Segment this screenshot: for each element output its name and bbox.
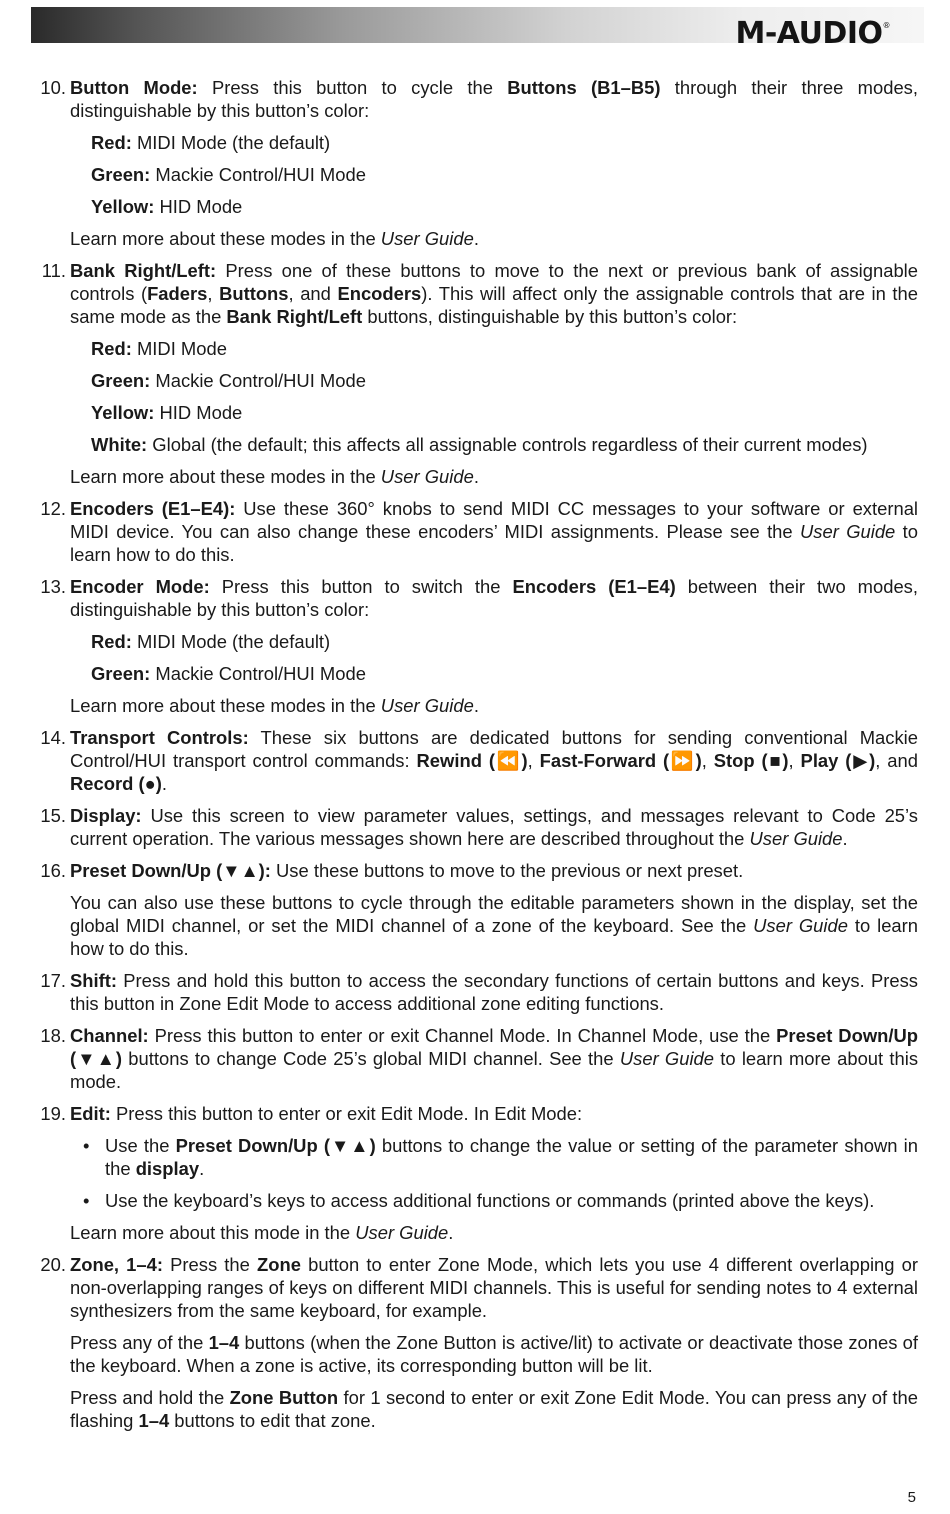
bullet-item — [83, 1189, 918, 1212]
list-item — [32, 804, 918, 850]
document-body — [32, 76, 918, 1441]
paragraph: Encoders (E1–E4): Use these 360° knobs to send MIDI CC messages to your software or external MIDI device. You can also change these encoders’ MIDI assignments. Please see the User Guide to learn how to do this. — [70, 498, 919, 565]
paragraph: You can also use these buttons to cycle through the editable parameters shown in the display, set the global MIDI channel, or set the MIDI channel of a zone of the keyboard. See the User Guide to learn how to do this. — [70, 892, 919, 959]
mode-line: White: Global (the default; this affects all assignable controls regardless of their current modes) — [91, 434, 868, 455]
item-number: 15. — [40, 805, 66, 826]
mode-line: Green: Mackie Control/HUI Mode — [91, 164, 366, 185]
mode-line: Red: MIDI Mode (the default) — [91, 631, 331, 652]
paragraph: Learn more about this mode in the User Guide. — [70, 1222, 454, 1243]
list-item — [32, 259, 918, 488]
paragraph: Learn more about these modes in the User Guide. — [70, 695, 479, 716]
mode-line: Red: MIDI Mode — [91, 338, 227, 359]
list-item — [32, 1102, 918, 1244]
paragraph: Bank Right/Left: Press one of these buttons to move to the next or previous bank of assignable controls (Faders, Buttons, and Encoders). This will affect only the assignable controls that are in the same mode as the Bank Right/Left buttons, distinguishable by this button’s color: — [70, 260, 918, 327]
registered-mark: ® — [882, 21, 890, 30]
item-number: 14. — [40, 727, 66, 748]
item-number: 10. — [40, 77, 66, 98]
item-number: 17. — [40, 970, 66, 991]
bullet-item — [83, 1134, 918, 1180]
mode-line: Green: Mackie Control/HUI Mode — [91, 663, 366, 684]
list-item — [32, 1253, 918, 1432]
list-item — [32, 726, 918, 795]
paragraph: Encoder Mode: Press this button to switch the Encoders (E1–E4) between their two modes, distinguishable by this button’s color: — [70, 576, 918, 620]
item-number: 18. — [40, 1025, 66, 1046]
paragraph: Learn more about these modes in the User Guide. — [70, 466, 479, 487]
paragraph: Edit: Press this button to enter or exit Edit Mode. In Edit Mode: — [70, 1103, 583, 1124]
item-number: 11. — [41, 260, 66, 281]
mode-line: Yellow: HID Mode — [91, 196, 243, 217]
header-bar — [31, 7, 924, 51]
paragraph: Press and hold the Zone Button for 1 second to enter or exit Zone Edit Mode. You can press any of the flashing 1–4 buttons to edit that zone. — [70, 1387, 918, 1431]
bullet-text: Use the keyboard’s keys to access additional functions or commands (printed above the keys). — [105, 1190, 875, 1211]
paragraph: Transport Controls: These six buttons are dedicated buttons for sending conventional Mackie Control/HUI transport control commands: Rewind (⏪), Fast-Forward (⏩), Stop (■), Play (▶), and Record (●). — [70, 727, 918, 794]
item-number: 13. — [40, 576, 66, 597]
list-item — [32, 76, 918, 250]
list-item — [32, 969, 918, 1015]
paragraph: Zone, 1–4: Press the Zone button to enter Zone Mode, which lets you use 4 different overlapping or non-overlapping ranges of keys on different MIDI channels. This is useful for sending notes to 4 external synthesizers from the same keyboard, for example. — [70, 1254, 918, 1321]
list-item — [32, 575, 918, 717]
item-number: 12. — [40, 498, 66, 519]
list-item — [32, 1024, 918, 1093]
paragraph: Preset Down/Up (▼▲): Use these buttons to move to the previous or next preset. — [70, 860, 744, 881]
list-item — [32, 497, 918, 566]
item-number: 20. — [40, 1254, 66, 1275]
bullet-icon: • — [83, 1190, 90, 1211]
bullet-icon: • — [83, 1135, 90, 1156]
paragraph: Learn more about these modes in the User Guide. — [70, 228, 479, 249]
bullet-list — [70, 1134, 918, 1212]
paragraph: Button Mode: Press this button to cycle the Buttons (B1–B5) through their three modes, distinguishable by this button’s color: — [70, 77, 918, 121]
paragraph: Shift: Press and hold this button to access the secondary functions of certain buttons and keys. Press this button in Zone Edit Mode to access additional zone editing functions. — [70, 970, 918, 1014]
item-number: 19. — [40, 1103, 66, 1124]
mode-line: Green: Mackie Control/HUI Mode — [91, 370, 366, 391]
paragraph: Press any of the 1–4 buttons (when the Zone Button is active/lit) to activate or deactivate those zones of the keyboard. When a zone is active, its corresponding button will be lit. — [70, 1332, 918, 1376]
list-item — [32, 859, 918, 960]
logo-text: M-AUDIO — [735, 16, 883, 51]
m-audio-logo — [735, 12, 890, 52]
item-number: 16. — [40, 860, 66, 881]
mode-line: Red: MIDI Mode (the default) — [91, 132, 331, 153]
mode-line: Yellow: HID Mode — [91, 402, 243, 423]
bullet-text: Use the Preset Down/Up (▼▲) buttons to change the value or setting of the parameter shown in the display. — [105, 1135, 918, 1179]
paragraph: Display: Use this screen to view parameter values, settings, and messages relevant to Code 25’s current operation. The various messages shown here are described throughout the User Guide. — [70, 805, 918, 849]
page-number: 5 — [907, 1489, 916, 1506]
paragraph: Channel: Press this button to enter or exit Channel Mode. In Channel Mode, use the Preset Down/Up (▼▲) buttons to change Code 25’s global MIDI channel. See the User Guide to learn more about this mode. — [70, 1025, 919, 1092]
